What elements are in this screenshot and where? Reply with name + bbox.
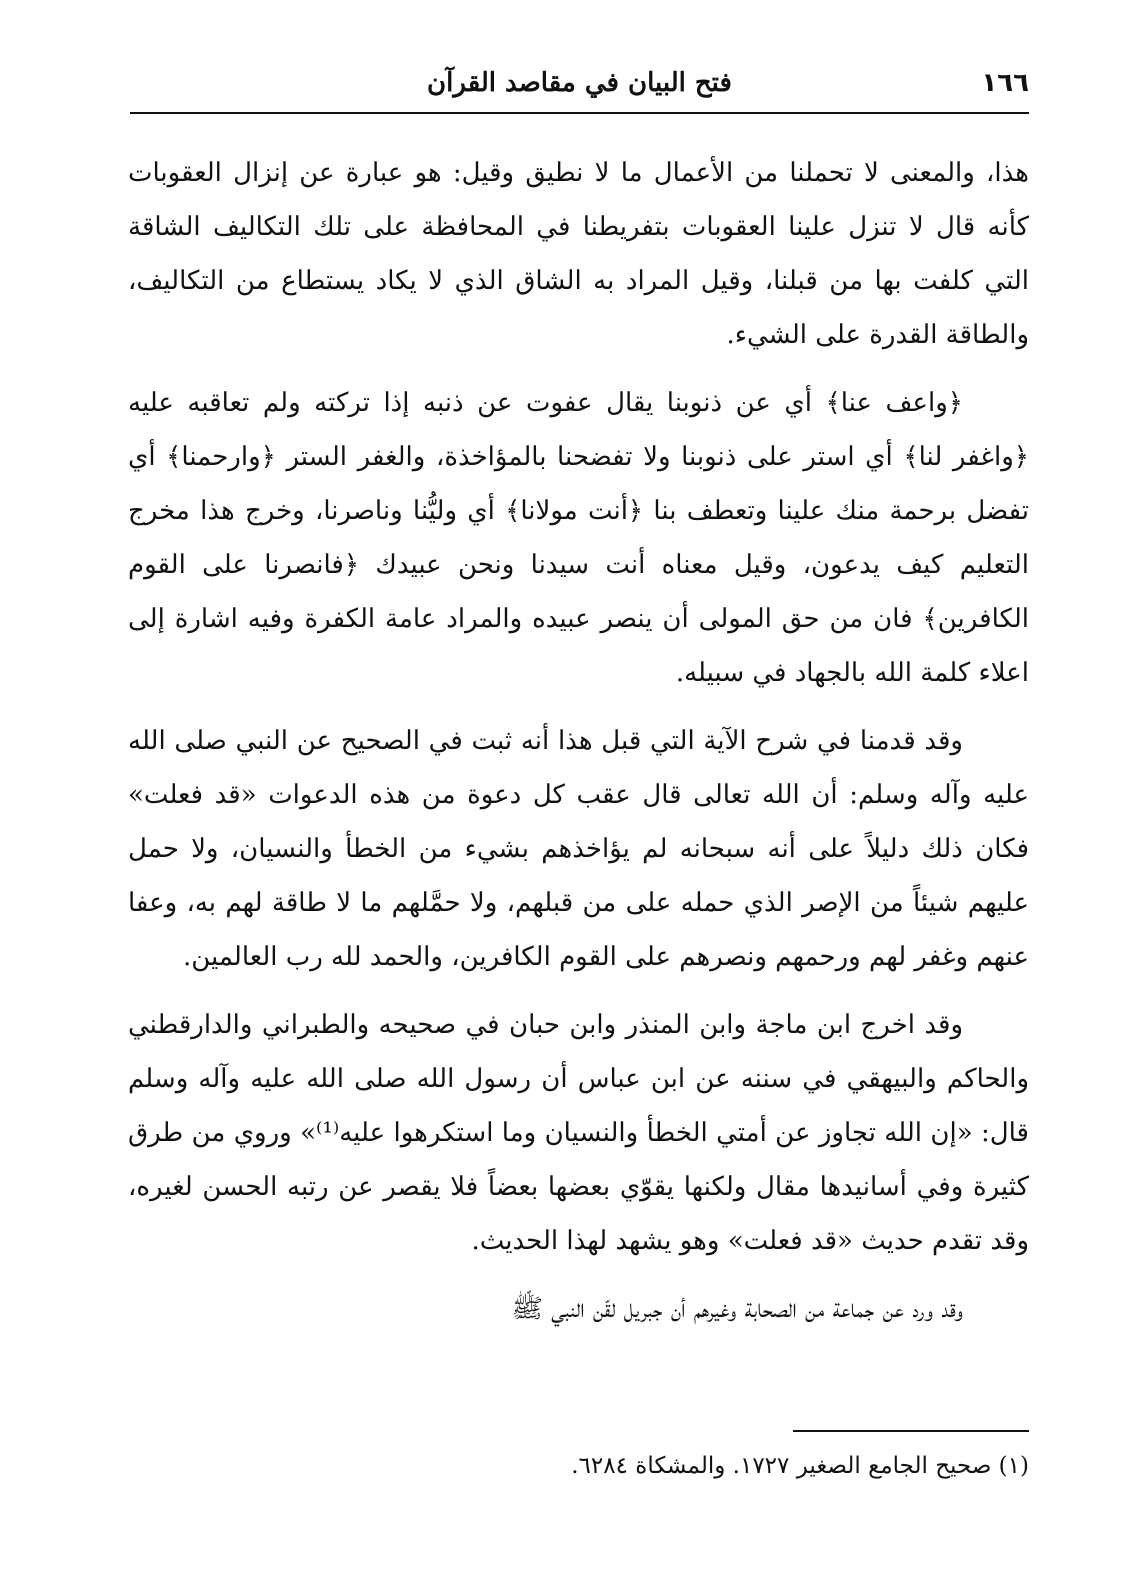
paragraph-3: وقد قدمنا في شرح الآية التي قبل هذا أنه ثبت في الصحيح عن النبي صلى الله عليه وآله وسلم: أن الله تعالى قال عقب كل دعوة من هذه الدعوات «قد فعلت» فكان ذلك دليلاً على أنه سبحانه لم يؤاخذهم بشيء من الخطأ والنسيان، ولا حمل عليهم شيئاً من الإصر الذي حمله على من قبلهم، ولا حمَّلهم ما لا طاقة لهم به، وعفا عنهم وغفر لهم ورحمهم ونصرهم على القوم الكافرين، والحمد لله رب العالمين. [128, 726, 1029, 972]
page-number: ١٦٦ [981, 68, 1029, 98]
page-header [130, 62, 1029, 114]
paragraph-4: وقد اخرج ابن ماجة وابن المنذر وابن حبان في صحيحه والطبراني والدارقطني والحاكم والبيهقي في سننه عن ابن عباس أن رسول الله صلى الله عليه وآله وسلم قال: «إن الله تجاوز عن أمتي الخطأ والنسيان وما استكرهوا عليه⁽¹⁾» وروي من طرق كثيرة وفي أسانيدها مقال ولكنها يقوّي بعضها بعضاً فلا يقصر عن رتبه الحسن لغيره، وقد تقدم حديث «قد فعلت» وهو يشهد لهذا الحديث. [128, 1010, 1029, 1256]
paragraph-5: وقد ورد عن جماعة من الصحابة وغيرهم أن جبريل لقّن النبي ﷺ [511, 1294, 963, 1324]
running-title: فتح البيان في مقاصد القرآن [427, 68, 732, 98]
body-text [128, 146, 1029, 1350]
paragraph-2: ﴿واعف عنا﴾ أي عن ذنوبنا يقال عفوت عن ذنبه إذا تركته ولم تعاقبه عليه ﴿واغفر لنا﴾ أي استر على ذنوبنا ولا تفضحنا بالمؤاخذة، والغفر الستر ﴿وارحمنا﴾ أي تفضل برحمة منك علينا وتعطف بنا ﴿أنت مولانا﴾ أي وليُّنا وناصرنا، وخرج هذا مخرج التعليم كيف يدعون، وقيل معناه أنت سيدنا ونحن عبيدك ﴿فانصرنا على القوم الكافرين﴾ فان من حق المولى أن ينصر عبيده والمراد عامة الكفرة وفيه اشارة إلى اعلاء كلمة الله بالجهاد في سبيله. [128, 388, 1029, 688]
footnote: (١) صحيح الجامع الصغير ١٧٢٧. والمشكاة ٦٢٨٤. [571, 1453, 1029, 1479]
paragraph-1: هذا، والمعنى لا تحملنا من الأعمال ما لا نطيق وقيل: هو عبارة عن إنزال العقوبات كأنه قال لا تنزل علينا العقوبات بتفريطنا في المحافظة على تلك التكاليف الشاقة التي كلفت بها من قبلنا، وقيل المراد به الشاق الذي لا يكاد يستطاع من التكاليف، والطاقة القدرة على الشيء. [128, 158, 1030, 350]
footnote-separator [793, 1430, 1029, 1432]
